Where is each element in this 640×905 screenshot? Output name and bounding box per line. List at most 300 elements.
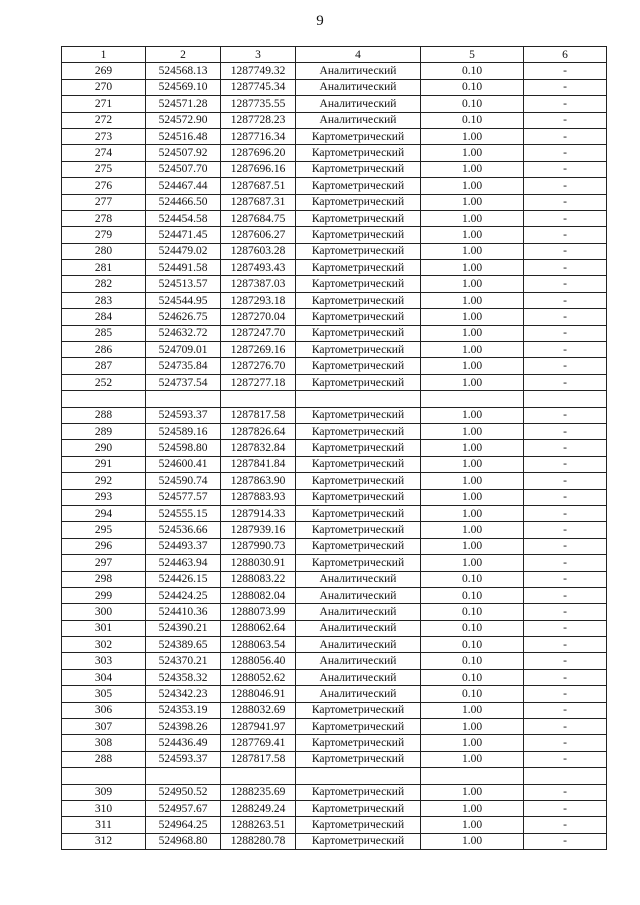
accuracy-cell: 1.00 [421, 309, 524, 325]
point-number-cell: 270 [62, 79, 146, 95]
accuracy-cell: 1.00 [421, 473, 524, 489]
note-cell: - [524, 604, 607, 620]
x-coordinate-cell: 524426.15 [146, 571, 221, 587]
y-coordinate-cell: 1287817.58 [221, 751, 296, 767]
x-coordinate-cell: 524463.94 [146, 555, 221, 571]
x-coordinate-cell: 524593.37 [146, 751, 221, 767]
method-cell: Картометрический [296, 522, 421, 538]
accuracy-cell: 1.00 [421, 538, 524, 554]
table-row [62, 128, 607, 144]
table-row [62, 669, 607, 685]
note-cell: - [524, 669, 607, 685]
y-coordinate-cell: 1287817.58 [221, 407, 296, 423]
method-cell: Картометрический [296, 440, 421, 456]
table-row [62, 637, 607, 653]
method-cell: Картометрический [296, 161, 421, 177]
y-coordinate-cell: 1287606.27 [221, 227, 296, 243]
table-row [62, 407, 607, 423]
x-coordinate-cell: 524424.25 [146, 587, 221, 603]
y-coordinate-cell: 1287687.31 [221, 194, 296, 210]
point-number-cell: 295 [62, 522, 146, 538]
note-cell: - [524, 145, 607, 161]
x-coordinate-cell: 524735.84 [146, 358, 221, 374]
method-cell: Аналитический [296, 620, 421, 636]
method-cell: Аналитический [296, 571, 421, 587]
x-coordinate-cell: 524568.13 [146, 63, 221, 79]
note-cell: - [524, 555, 607, 571]
y-coordinate-cell: 1287269.16 [221, 342, 296, 358]
accuracy-cell: 1.00 [421, 440, 524, 456]
note-cell: - [524, 620, 607, 636]
y-coordinate-cell: 1288062.64 [221, 620, 296, 636]
method-cell: Картометрический [296, 128, 421, 144]
accuracy-cell: 1.00 [421, 751, 524, 767]
y-coordinate-cell: 1287277.18 [221, 374, 296, 390]
x-coordinate-cell: 524572.90 [146, 112, 221, 128]
y-coordinate-cell: 1287941.97 [221, 719, 296, 735]
note-cell: - [524, 505, 607, 521]
accuracy-cell: 0.10 [421, 653, 524, 669]
note-cell: - [524, 112, 607, 128]
accuracy-cell: 1.00 [421, 505, 524, 521]
accuracy-cell: 0.10 [421, 620, 524, 636]
table-row [62, 473, 607, 489]
method-cell: Картометрический [296, 751, 421, 767]
column-header: 3 [221, 47, 296, 63]
accuracy-cell: 1.00 [421, 800, 524, 816]
y-coordinate-cell: 1288235.69 [221, 784, 296, 800]
point-number-cell: 274 [62, 145, 146, 161]
accuracy-cell: 0.10 [421, 63, 524, 79]
x-coordinate-cell: 524593.37 [146, 407, 221, 423]
table-row [62, 522, 607, 538]
y-coordinate-cell: 1287293.18 [221, 292, 296, 308]
y-coordinate-cell: 1288030.91 [221, 555, 296, 571]
x-coordinate-cell: 524589.16 [146, 423, 221, 439]
table-row [62, 243, 607, 259]
y-coordinate-cell: 1287769.41 [221, 735, 296, 751]
y-coordinate-cell: 1287939.16 [221, 522, 296, 538]
method-cell: Картометрический [296, 407, 421, 423]
accuracy-cell: 0.10 [421, 686, 524, 702]
x-coordinate-cell: 524598.80 [146, 440, 221, 456]
y-coordinate-cell: 1287749.32 [221, 63, 296, 79]
table-row [62, 735, 607, 751]
column-header: 1 [62, 47, 146, 63]
x-coordinate-cell: 524390.21 [146, 620, 221, 636]
note-cell: - [524, 653, 607, 669]
method-cell: Картометрический [296, 292, 421, 308]
y-coordinate-cell: 1287696.20 [221, 145, 296, 161]
note-cell: - [524, 522, 607, 538]
point-number-cell: 306 [62, 702, 146, 718]
method-cell: Картометрический [296, 456, 421, 472]
note-cell: - [524, 227, 607, 243]
table-row [62, 719, 607, 735]
method-cell: Аналитический [296, 653, 421, 669]
y-coordinate-cell: 1288032.69 [221, 702, 296, 718]
point-number-cell: 271 [62, 96, 146, 112]
point-number-cell: 297 [62, 555, 146, 571]
method-cell: Картометрический [296, 473, 421, 489]
method-cell: Картометрический [296, 489, 421, 505]
method-cell [296, 391, 421, 407]
y-coordinate-cell: 1287914.33 [221, 505, 296, 521]
y-coordinate-cell [221, 768, 296, 784]
note-cell: - [524, 342, 607, 358]
method-cell: Картометрический [296, 178, 421, 194]
x-coordinate-cell: 524491.58 [146, 260, 221, 276]
y-coordinate-cell: 1288063.54 [221, 637, 296, 653]
table-row [62, 391, 607, 407]
point-number-cell: 275 [62, 161, 146, 177]
accuracy-cell: 1.00 [421, 719, 524, 735]
note-cell: - [524, 325, 607, 341]
note-cell: - [524, 587, 607, 603]
point-number-cell: 304 [62, 669, 146, 685]
y-coordinate-cell: 1288083.22 [221, 571, 296, 587]
table-row [62, 555, 607, 571]
column-header: 5 [421, 47, 524, 63]
note-cell [524, 768, 607, 784]
note-cell: - [524, 128, 607, 144]
method-cell: Картометрический [296, 210, 421, 226]
note-cell: - [524, 161, 607, 177]
note-cell: - [524, 374, 607, 390]
method-cell: Аналитический [296, 96, 421, 112]
y-coordinate-cell: 1287387.03 [221, 276, 296, 292]
x-coordinate-cell: 524507.70 [146, 161, 221, 177]
column-header: 6 [524, 47, 607, 63]
y-coordinate-cell: 1287603.28 [221, 243, 296, 259]
method-cell: Картометрический [296, 145, 421, 161]
accuracy-cell [421, 391, 524, 407]
point-number-cell: 277 [62, 194, 146, 210]
method-cell: Картометрический [296, 358, 421, 374]
accuracy-cell: 1.00 [421, 178, 524, 194]
x-coordinate-cell: 524968.80 [146, 833, 221, 849]
y-coordinate-cell: 1288280.78 [221, 833, 296, 849]
point-number-cell: 284 [62, 309, 146, 325]
accuracy-cell: 1.00 [421, 342, 524, 358]
point-number-cell: 309 [62, 784, 146, 800]
y-coordinate-cell: 1287270.04 [221, 309, 296, 325]
y-coordinate-cell: 1288052.62 [221, 669, 296, 685]
y-coordinate-cell: 1287247.70 [221, 325, 296, 341]
point-number-cell: 285 [62, 325, 146, 341]
y-coordinate-cell: 1288263.51 [221, 817, 296, 833]
note-cell: - [524, 473, 607, 489]
note-cell: - [524, 719, 607, 735]
point-number-cell: 301 [62, 620, 146, 636]
note-cell: - [524, 833, 607, 849]
y-coordinate-cell: 1287716.34 [221, 128, 296, 144]
accuracy-cell: 1.00 [421, 243, 524, 259]
y-coordinate-cell: 1288082.04 [221, 587, 296, 603]
accuracy-cell: 1.00 [421, 358, 524, 374]
x-coordinate-cell: 524626.75 [146, 309, 221, 325]
y-coordinate-cell: 1287990.73 [221, 538, 296, 554]
x-coordinate-cell: 524536.66 [146, 522, 221, 538]
method-cell: Картометрический [296, 374, 421, 390]
y-coordinate-cell: 1287276.70 [221, 358, 296, 374]
method-cell: Картометрический [296, 325, 421, 341]
table-row [62, 227, 607, 243]
y-coordinate-cell: 1287883.93 [221, 489, 296, 505]
table-row [62, 833, 607, 849]
x-coordinate-cell: 524709.01 [146, 342, 221, 358]
x-coordinate-cell: 524569.10 [146, 79, 221, 95]
note-cell: - [524, 751, 607, 767]
y-coordinate-cell [221, 391, 296, 407]
note-cell: - [524, 571, 607, 587]
point-number-cell: 276 [62, 178, 146, 194]
note-cell: - [524, 178, 607, 194]
accuracy-cell: 1.00 [421, 702, 524, 718]
note-cell: - [524, 63, 607, 79]
note-cell: - [524, 243, 607, 259]
note-cell: - [524, 637, 607, 653]
method-cell: Картометрический [296, 309, 421, 325]
table-row [62, 325, 607, 341]
method-cell: Аналитический [296, 686, 421, 702]
method-cell: Аналитический [296, 637, 421, 653]
method-cell [296, 768, 421, 784]
x-coordinate-cell: 524370.21 [146, 653, 221, 669]
table-row [62, 456, 607, 472]
point-number-cell: 303 [62, 653, 146, 669]
accuracy-cell: 1.00 [421, 276, 524, 292]
point-number-cell: 311 [62, 817, 146, 833]
table-body [62, 47, 607, 850]
x-coordinate-cell: 524590.74 [146, 473, 221, 489]
method-cell: Аналитический [296, 669, 421, 685]
accuracy-cell: 1.00 [421, 489, 524, 505]
x-coordinate-cell: 524410.36 [146, 604, 221, 620]
table-row [62, 489, 607, 505]
y-coordinate-cell: 1287696.16 [221, 161, 296, 177]
method-cell: Картометрический [296, 423, 421, 439]
note-cell: - [524, 292, 607, 308]
accuracy-cell: 1.00 [421, 227, 524, 243]
x-coordinate-cell: 524555.15 [146, 505, 221, 521]
x-coordinate-cell: 524398.26 [146, 719, 221, 735]
method-cell: Картометрический [296, 276, 421, 292]
accuracy-cell: 1.00 [421, 325, 524, 341]
note-cell: - [524, 210, 607, 226]
note-cell: - [524, 784, 607, 800]
x-coordinate-cell: 524950.52 [146, 784, 221, 800]
accuracy-cell: 1.00 [421, 260, 524, 276]
method-cell: Аналитический [296, 112, 421, 128]
note-cell: - [524, 358, 607, 374]
accuracy-cell: 1.00 [421, 735, 524, 751]
point-number-cell: 273 [62, 128, 146, 144]
accuracy-cell: 1.00 [421, 161, 524, 177]
note-cell: - [524, 686, 607, 702]
table-row [62, 817, 607, 833]
method-cell: Картометрический [296, 800, 421, 816]
point-number-cell: 289 [62, 423, 146, 439]
x-coordinate-cell: 524632.72 [146, 325, 221, 341]
method-cell: Картометрический [296, 817, 421, 833]
y-coordinate-cell: 1287863.90 [221, 473, 296, 489]
note-cell: - [524, 194, 607, 210]
point-number-cell: 291 [62, 456, 146, 472]
x-coordinate-cell: 524513.57 [146, 276, 221, 292]
method-cell: Картометрический [296, 538, 421, 554]
note-cell: - [524, 407, 607, 423]
note-cell: - [524, 423, 607, 439]
x-coordinate-cell: 524737.54 [146, 374, 221, 390]
method-cell: Картометрический [296, 702, 421, 718]
point-number-cell: 312 [62, 833, 146, 849]
x-coordinate-cell: 524342.23 [146, 686, 221, 702]
table-row [62, 604, 607, 620]
x-coordinate-cell: 524493.37 [146, 538, 221, 554]
x-coordinate-cell: 524454.58 [146, 210, 221, 226]
y-coordinate-cell: 1287841.84 [221, 456, 296, 472]
method-cell: Картометрический [296, 784, 421, 800]
note-cell: - [524, 309, 607, 325]
method-cell: Картометрический [296, 342, 421, 358]
y-coordinate-cell: 1287826.64 [221, 423, 296, 439]
accuracy-cell: 0.10 [421, 637, 524, 653]
note-cell: - [524, 800, 607, 816]
table-row [62, 358, 607, 374]
accuracy-cell: 1.00 [421, 194, 524, 210]
x-coordinate-cell: 524479.02 [146, 243, 221, 259]
method-cell: Картометрический [296, 260, 421, 276]
x-coordinate-cell: 524467.44 [146, 178, 221, 194]
method-cell: Картометрический [296, 505, 421, 521]
point-number-cell: 272 [62, 112, 146, 128]
table-row [62, 342, 607, 358]
table-row [62, 194, 607, 210]
table-row [62, 505, 607, 521]
accuracy-cell: 1.00 [421, 292, 524, 308]
accuracy-cell [421, 768, 524, 784]
accuracy-cell: 1.00 [421, 522, 524, 538]
table-row [62, 440, 607, 456]
method-cell: Аналитический [296, 63, 421, 79]
x-coordinate-cell: 524571.28 [146, 96, 221, 112]
point-number-cell: 292 [62, 473, 146, 489]
point-number-cell: 308 [62, 735, 146, 751]
note-cell [524, 391, 607, 407]
point-number-cell: 282 [62, 276, 146, 292]
point-number-cell: 302 [62, 637, 146, 653]
point-number-cell: 287 [62, 358, 146, 374]
method-cell: Картометрический [296, 555, 421, 571]
table-row [62, 79, 607, 95]
table-row [62, 178, 607, 194]
table-row [62, 538, 607, 554]
method-cell: Аналитический [296, 604, 421, 620]
accuracy-cell: 0.10 [421, 604, 524, 620]
column-header: 4 [296, 47, 421, 63]
x-coordinate-cell: 524507.92 [146, 145, 221, 161]
x-coordinate-cell: 524957.67 [146, 800, 221, 816]
accuracy-cell: 0.10 [421, 96, 524, 112]
table-row [62, 292, 607, 308]
x-coordinate-cell: 524358.32 [146, 669, 221, 685]
y-coordinate-cell: 1287493.43 [221, 260, 296, 276]
x-coordinate-cell: 524544.95 [146, 292, 221, 308]
table-row [62, 145, 607, 161]
accuracy-cell: 1.00 [421, 374, 524, 390]
y-coordinate-cell: 1287745.34 [221, 79, 296, 95]
accuracy-cell: 1.00 [421, 128, 524, 144]
point-number-cell: 293 [62, 489, 146, 505]
table-row [62, 276, 607, 292]
point-number-cell: 298 [62, 571, 146, 587]
accuracy-cell: 1.00 [421, 145, 524, 161]
point-number-cell: 310 [62, 800, 146, 816]
column-header: 2 [146, 47, 221, 63]
point-number-cell: 296 [62, 538, 146, 554]
table-row [62, 210, 607, 226]
accuracy-cell: 0.10 [421, 669, 524, 685]
accuracy-cell: 1.00 [421, 555, 524, 571]
table-row [62, 768, 607, 784]
y-coordinate-cell: 1287728.23 [221, 112, 296, 128]
method-cell: Картометрический [296, 719, 421, 735]
note-cell: - [524, 260, 607, 276]
accuracy-cell: 1.00 [421, 817, 524, 833]
y-coordinate-cell: 1288046.91 [221, 686, 296, 702]
y-coordinate-cell: 1287684.75 [221, 210, 296, 226]
table-row [62, 653, 607, 669]
point-number-cell: 288 [62, 407, 146, 423]
table-header-row [62, 47, 607, 63]
table-row [62, 309, 607, 325]
y-coordinate-cell: 1287735.55 [221, 96, 296, 112]
note-cell: - [524, 440, 607, 456]
point-number-cell: 305 [62, 686, 146, 702]
y-coordinate-cell: 1288249.24 [221, 800, 296, 816]
point-number-cell: 252 [62, 374, 146, 390]
page-number: 9 [316, 13, 324, 29]
table-row [62, 423, 607, 439]
point-number-cell: 288 [62, 751, 146, 767]
x-coordinate-cell: 524516.48 [146, 128, 221, 144]
point-number-cell: 294 [62, 505, 146, 521]
method-cell: Картометрический [296, 227, 421, 243]
point-number-cell: 307 [62, 719, 146, 735]
accuracy-cell: 1.00 [421, 833, 524, 849]
table-row [62, 161, 607, 177]
method-cell: Картометрический [296, 833, 421, 849]
x-coordinate-cell: 524466.50 [146, 194, 221, 210]
note-cell: - [524, 96, 607, 112]
method-cell: Картометрический [296, 243, 421, 259]
note-cell: - [524, 489, 607, 505]
note-cell: - [524, 276, 607, 292]
y-coordinate-cell: 1288073.99 [221, 604, 296, 620]
accuracy-cell: 1.00 [421, 456, 524, 472]
point-number-cell: 279 [62, 227, 146, 243]
coordinates-table [61, 46, 607, 850]
accuracy-cell: 1.00 [421, 784, 524, 800]
x-coordinate-cell: 524389.65 [146, 637, 221, 653]
y-coordinate-cell: 1288056.40 [221, 653, 296, 669]
point-number-cell [62, 391, 146, 407]
note-cell: - [524, 702, 607, 718]
point-number-cell: 281 [62, 260, 146, 276]
table-row [62, 112, 607, 128]
x-coordinate-cell: 524600.41 [146, 456, 221, 472]
